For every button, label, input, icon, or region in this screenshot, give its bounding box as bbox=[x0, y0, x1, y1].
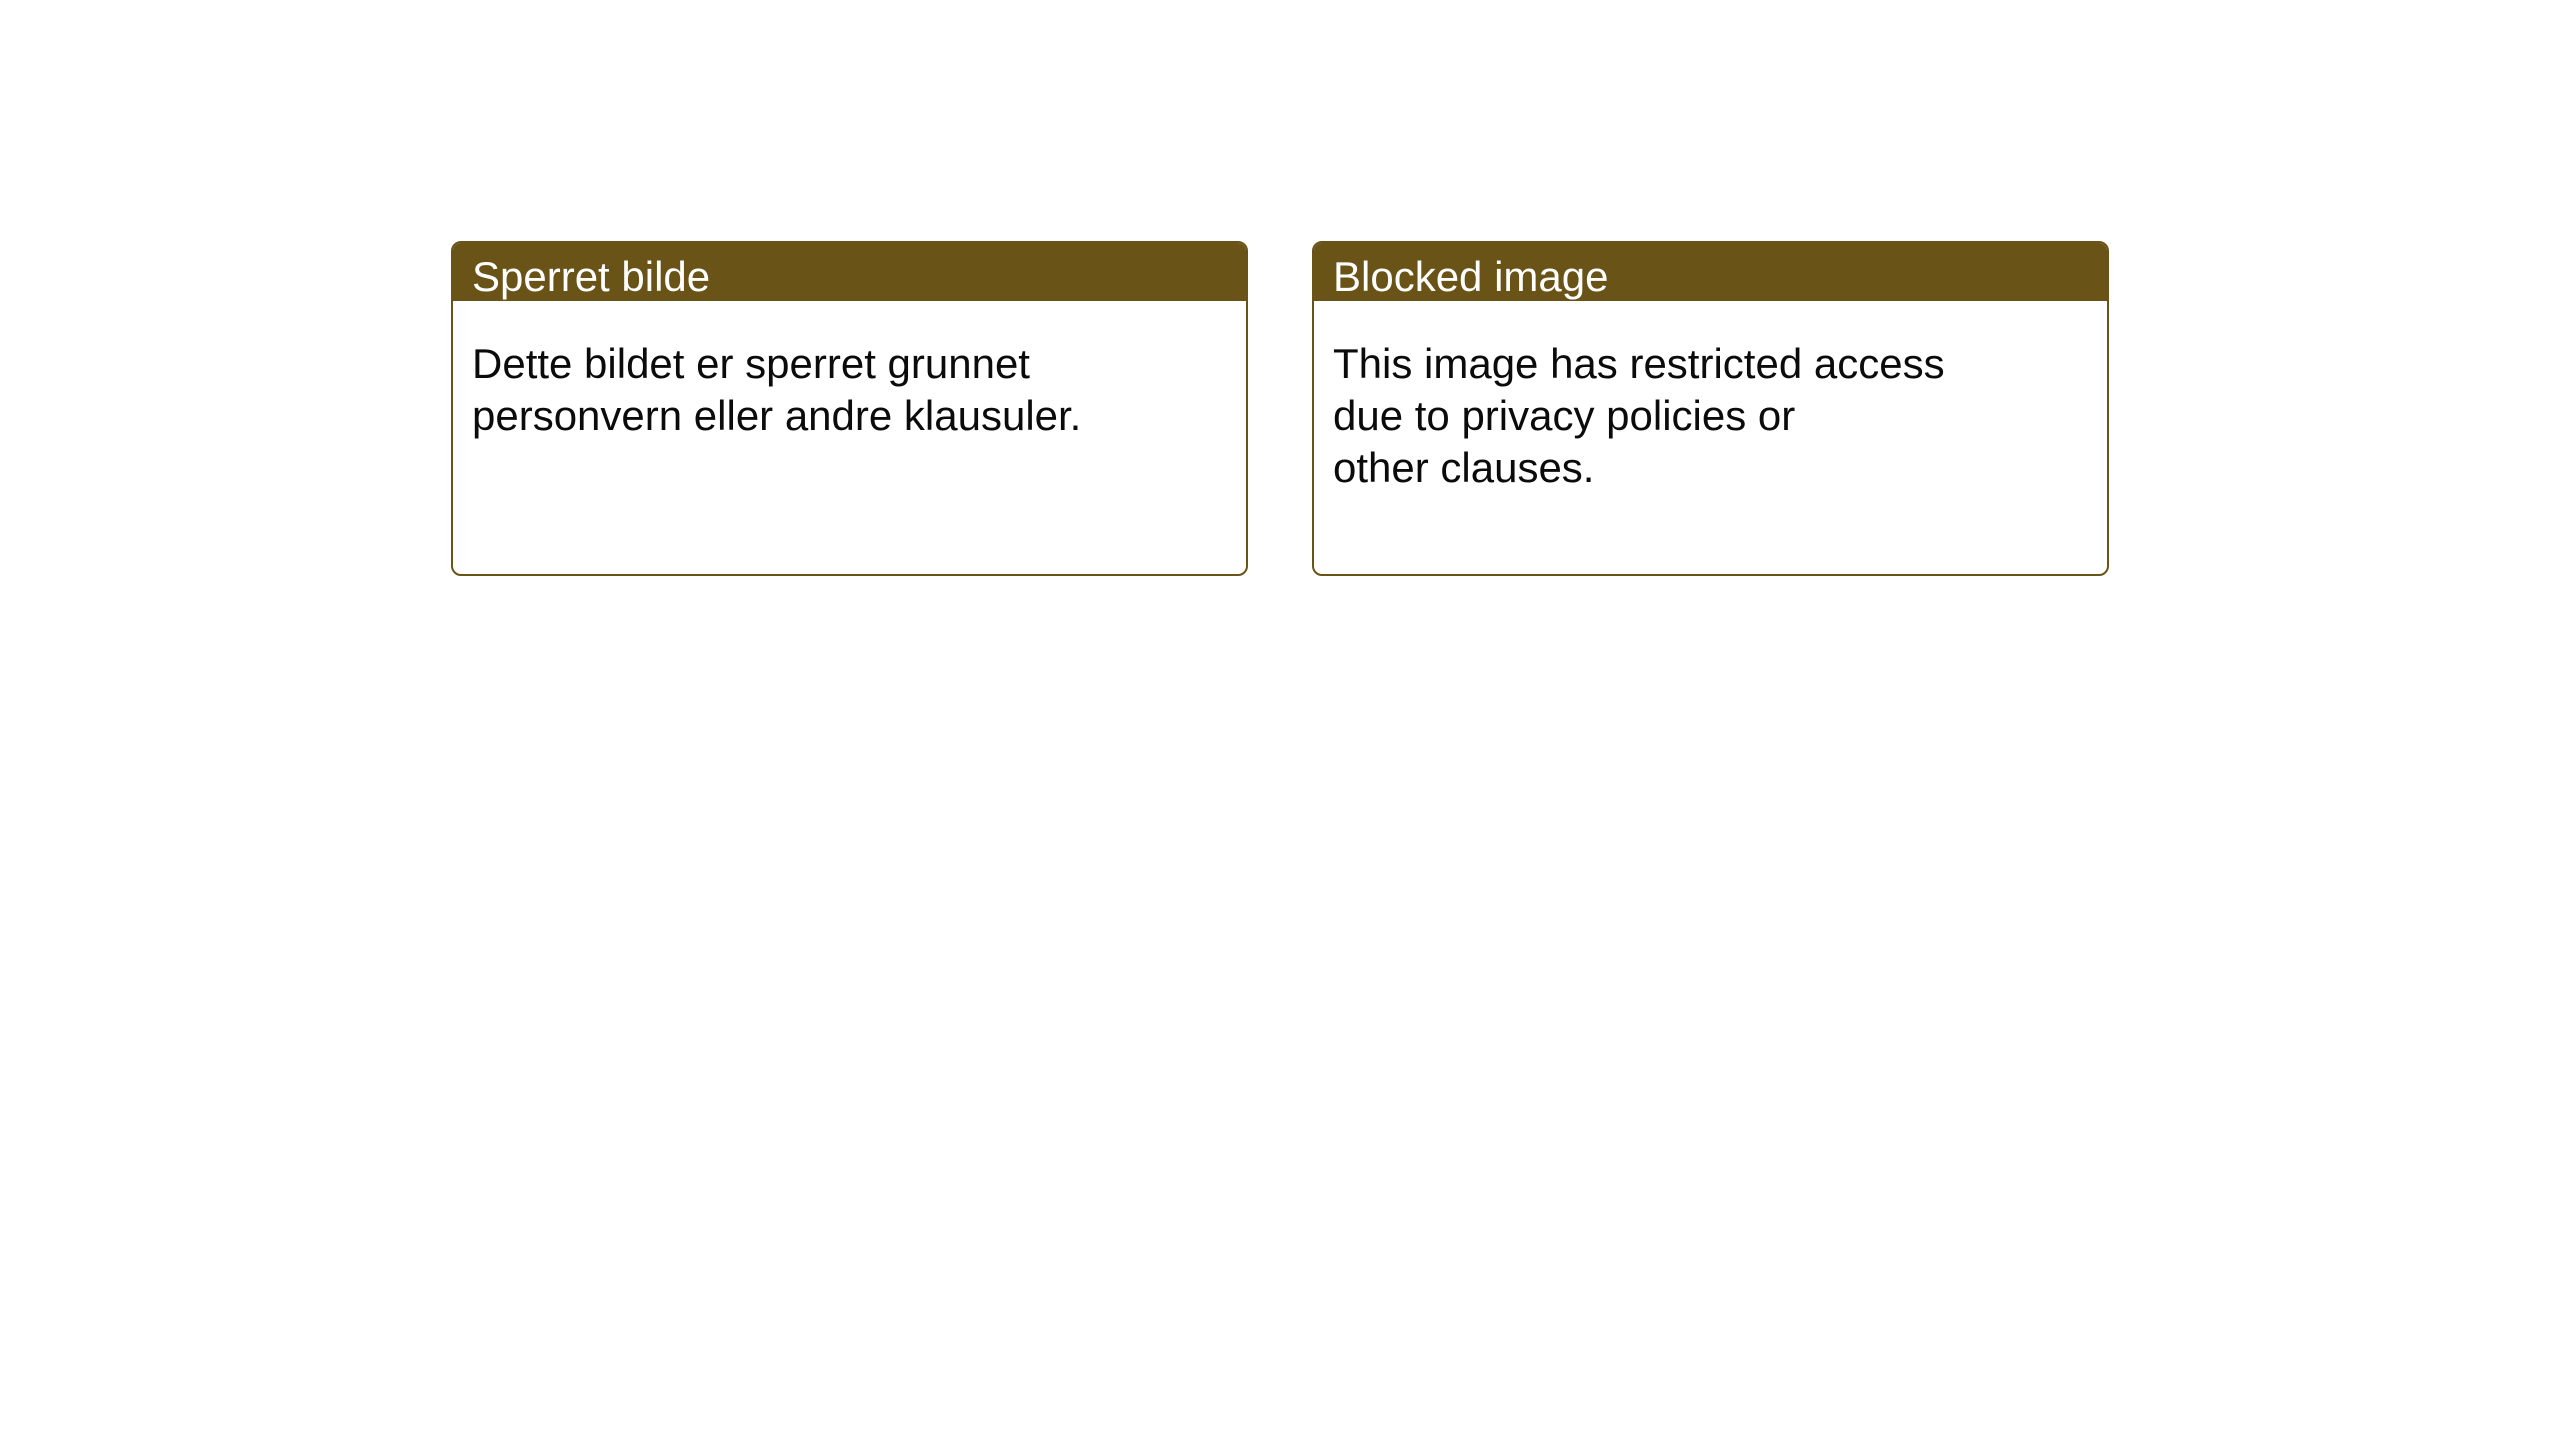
card-body-line: personvern eller andre klausuler. bbox=[472, 392, 1082, 439]
card-body bbox=[1314, 301, 2107, 494]
card-header bbox=[453, 243, 1246, 301]
card-header bbox=[1314, 243, 2107, 301]
card-body-line: Dette bildet er sperret grunnet bbox=[472, 340, 1030, 387]
card-title: Sperret bilde bbox=[472, 253, 711, 300]
blocked-image-card-english bbox=[1312, 241, 2109, 576]
blocked-image-card-norwegian bbox=[451, 241, 1248, 576]
card-body-line: This image has restricted access bbox=[1333, 340, 1945, 387]
card-body-line: other clauses. bbox=[1333, 444, 1595, 491]
card-body bbox=[453, 301, 1246, 442]
card-body-line: due to privacy policies or bbox=[1333, 392, 1796, 439]
card-title: Blocked image bbox=[1333, 253, 1609, 300]
